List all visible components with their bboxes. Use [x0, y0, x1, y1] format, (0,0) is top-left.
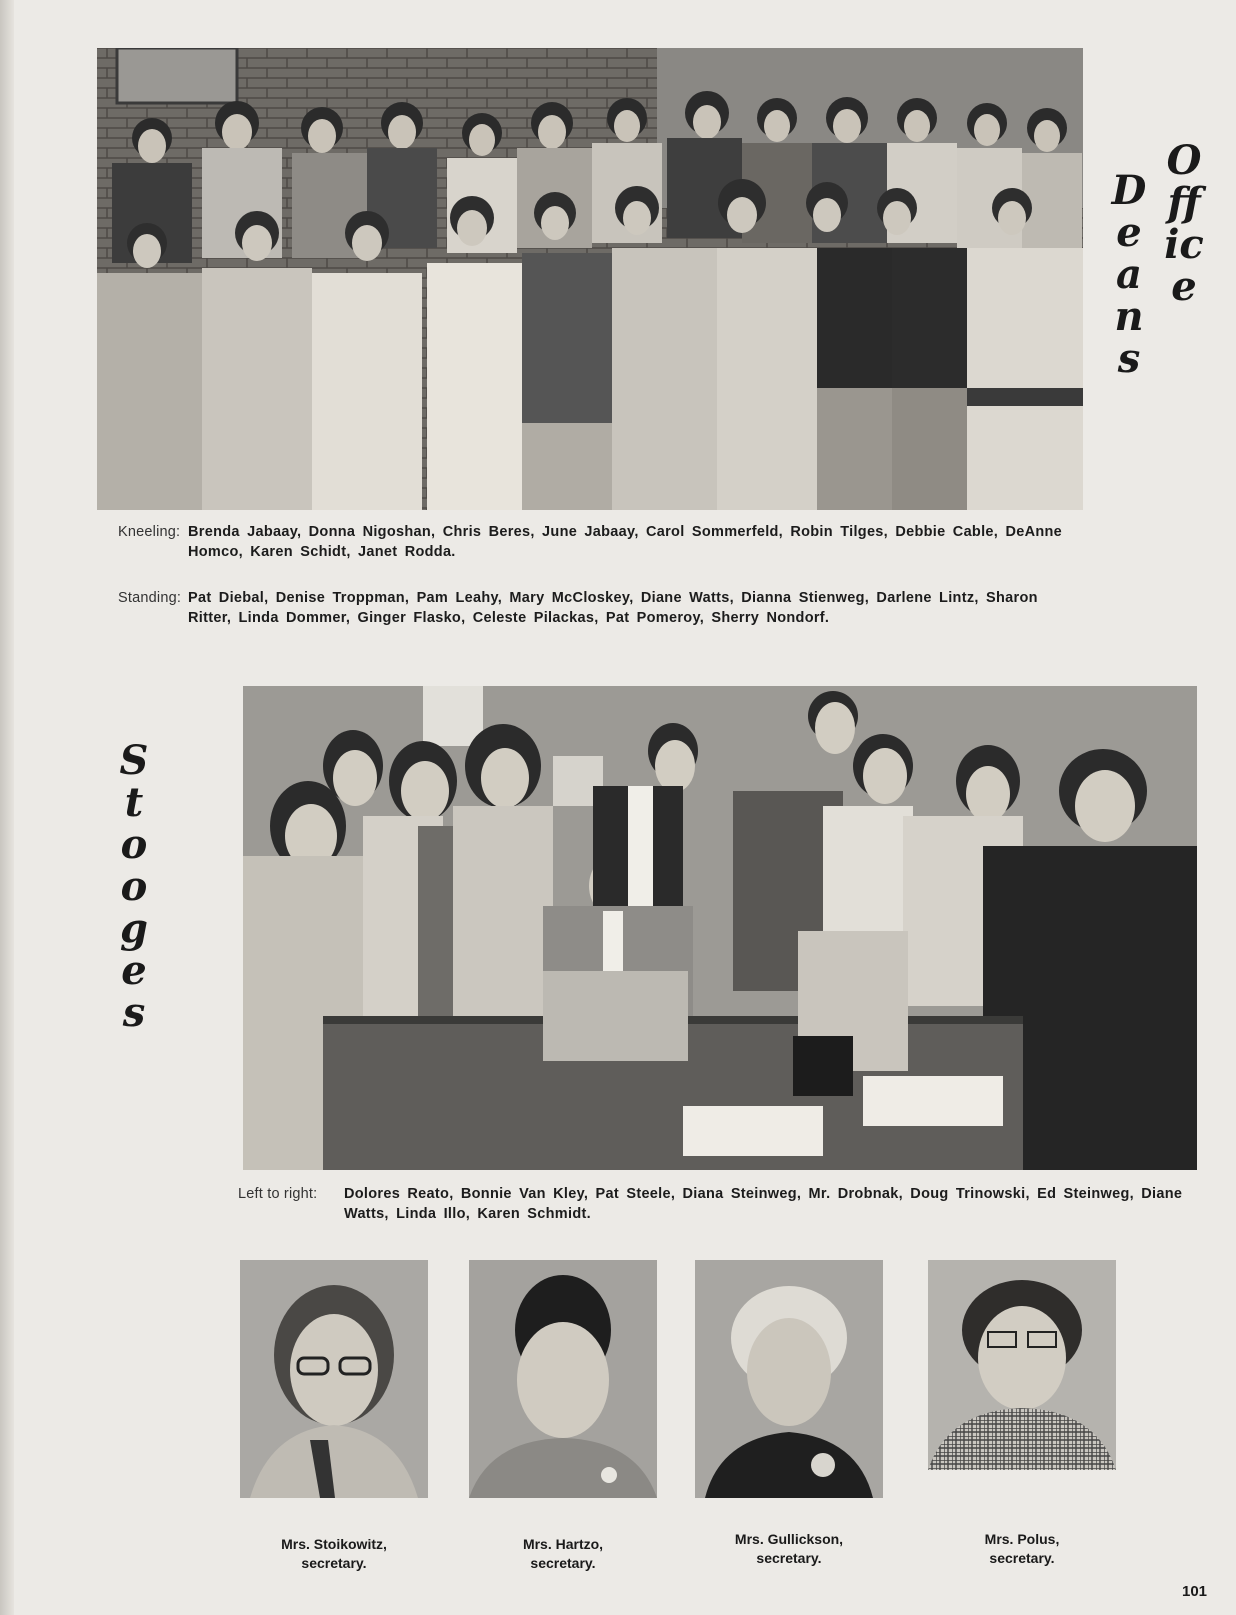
deans-office-group-photo [97, 48, 1083, 510]
standing-label: Standing: [118, 590, 182, 606]
standing-names: Pat Diebal, Denise Troppman, Pam Leahy, Mary McCloskey, Diane Watts, Dianna Stienweg, Darlene Lintz, Sharon Ritter, Linda Dommer, Ginger Flasko, Celeste Pilackas, Pat Pomeroy, Sherry Nondorf. [188, 590, 1038, 626]
standing-caption [118, 588, 1078, 632]
portrait-name: Mrs. Polus, [984, 1531, 1060, 1547]
deans-office-title-deans: Deans [1111, 167, 1147, 382]
stooges-caption-names: Dolores Reato, Bonnie Van Kley, Pat Steele, Diana Steinweg, Mr. Drobnak, Doug Trinowski, Ed Steinweg, Diane Watts, Linda Illo, Karen Schmidt. [344, 1186, 1183, 1222]
portrait-hartzo [469, 1260, 657, 1498]
portrait-role: secretary. [989, 1550, 1055, 1566]
portrait-polus [928, 1260, 1116, 1470]
portrait-gullickson [695, 1260, 883, 1498]
portrait-role: secretary. [756, 1550, 822, 1566]
portrait-name: Mrs. Stoikowitz, [281, 1536, 387, 1552]
kneeling-label: Kneeling: [118, 524, 181, 540]
stooges-caption-label: Left to right: [238, 1186, 318, 1202]
page-binding-edge [0, 0, 14, 1615]
portrait-caption-polus [928, 1530, 1116, 1568]
kneeling-caption [118, 522, 1078, 566]
stooges-title: Stooges [119, 737, 149, 1036]
portrait-role: secretary. [301, 1555, 367, 1571]
portrait-caption-stoikowitz [240, 1535, 428, 1573]
deans-office-title-office: Office [1164, 137, 1204, 310]
page-number: 101 [1182, 1583, 1208, 1600]
portrait-caption-hartzo [469, 1535, 657, 1573]
portrait-name: Mrs. Hartzo, [522, 1536, 604, 1552]
portrait-role: secretary. [530, 1555, 596, 1571]
stooges-group-photo [243, 686, 1197, 1170]
portrait-caption-gullickson [695, 1530, 883, 1568]
portrait-stoikowitz [240, 1260, 428, 1498]
kneeling-names: Brenda Jabaay, Donna Nigoshan, Chris Beres, June Jabaay, Carol Sommerfeld, Robin Tilges, Debbie Cable, DeAnne Homco, Karen Schidt, Janet Rodda. [188, 524, 1063, 560]
stooges-caption [238, 1184, 1232, 1228]
portrait-name: Mrs. Gullickson, [734, 1531, 844, 1547]
